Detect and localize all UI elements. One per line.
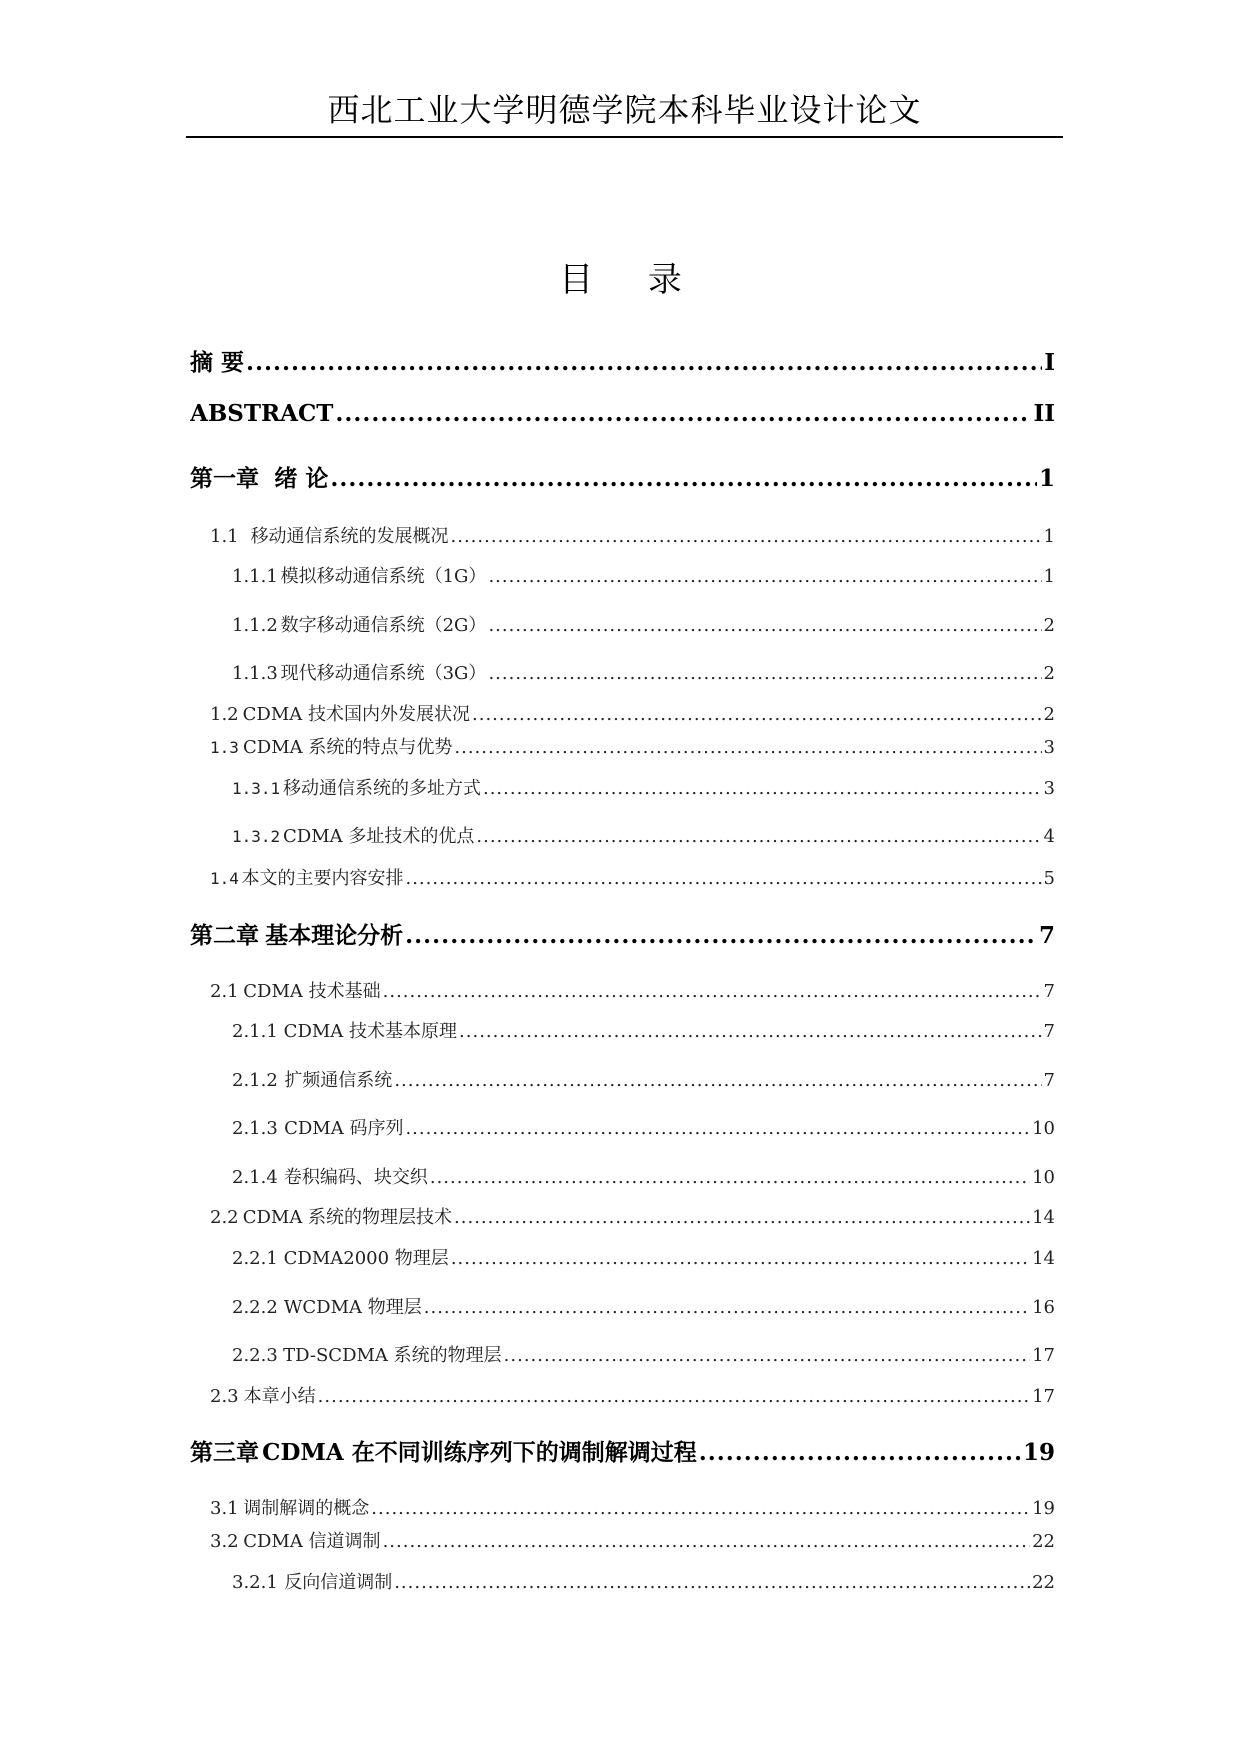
toc-entry-number: 1.1.1: [232, 566, 278, 587]
toc-entry-title: ABSTRACT: [190, 400, 334, 427]
toc-entry-page: 17: [1032, 1345, 1055, 1366]
toc-entry-number: 2.3: [210, 1386, 239, 1407]
toc-entry-chapter-2[interactable]: [190, 917, 1055, 953]
toc-entry-number: 第三章: [190, 1439, 259, 1466]
toc-entry-number: 2.1.1: [232, 1021, 278, 1042]
dot-leader: [483, 778, 1042, 799]
toc-entry-title: WCDMA 物理层: [283, 1297, 422, 1318]
toc-entry-page: II: [1033, 400, 1055, 427]
toc-entry-number: 1.1.3: [232, 663, 278, 684]
toc-entry-page: 16: [1032, 1297, 1055, 1318]
toc-entry-1-2[interactable]: [210, 700, 1055, 736]
dot-leader: [454, 737, 1041, 758]
toc-entry-chapter-1[interactable]: [190, 460, 1055, 496]
dot-leader: [394, 1572, 1030, 1593]
toc-entry-page: 2: [1043, 663, 1055, 684]
toc-entry-page: 4: [1043, 826, 1055, 847]
dot-leader: [488, 663, 1041, 684]
dot-leader: [383, 1531, 1031, 1552]
toc-entry-1-3-2[interactable]: [232, 822, 1055, 858]
toc-entry-page: 14: [1032, 1207, 1055, 1228]
toc-entry-title: 现代移动通信系统（3G）: [280, 663, 487, 684]
dot-leader: [246, 349, 1042, 376]
toc-entry-page: 3: [1043, 778, 1055, 799]
toc-entry-title: 卷积编码、块交织: [283, 1167, 428, 1188]
toc-entry-2-2-2[interactable]: [232, 1293, 1055, 1329]
toc-entry-title: 绪 论: [274, 465, 329, 492]
toc-entry-page: 2: [1043, 704, 1055, 725]
toc-entry-number: 1.4: [210, 869, 239, 888]
toc-entry-number: 第二章: [190, 922, 259, 949]
toc-entry-1-1-1[interactable]: [232, 562, 1055, 598]
toc-entry-number: 2.1: [210, 981, 239, 1002]
dot-leader: [335, 400, 1031, 427]
toc-entry-2-2[interactable]: [210, 1203, 1055, 1239]
toc-entry-title: 反向信道调制: [284, 1572, 393, 1593]
toc-entry-page: 14: [1032, 1248, 1055, 1269]
toc-entry-title: CDMA 码序列: [284, 1118, 404, 1139]
toc-entry-title: 扩频通信系统: [284, 1070, 393, 1091]
toc-entry-title: 调制解调的概念: [243, 1498, 370, 1519]
dot-leader: [454, 1207, 1030, 1228]
toc-entry-page: 1: [1038, 465, 1055, 492]
dot-leader: [330, 465, 1037, 492]
toc-entry-page: 7: [1043, 981, 1055, 1002]
toc-entry-number: 2.2.3: [232, 1345, 278, 1366]
toc-entry-page: I: [1044, 349, 1055, 376]
dot-leader: [451, 526, 1042, 547]
toc-entry-abstract-cn[interactable]: [190, 344, 1055, 380]
toc-entry-1-4[interactable]: [210, 864, 1055, 900]
toc-entry-title: 本文的主要内容安排: [241, 868, 404, 889]
toc-entry-page: 2: [1043, 615, 1055, 636]
toc-entry-2-1-4[interactable]: [232, 1163, 1055, 1199]
dot-leader: [504, 1345, 1030, 1366]
toc-entry-2-2-1[interactable]: [232, 1244, 1055, 1280]
dot-leader: [451, 1248, 1030, 1269]
toc-entry-2-1[interactable]: [210, 977, 1055, 1013]
toc-entry-3-2[interactable]: [210, 1527, 1055, 1563]
toc-entry-title: CDMA 技术国内外发展状况: [242, 704, 470, 725]
toc-entry-2-3[interactable]: [210, 1382, 1055, 1418]
toc-entry-2-1-3[interactable]: [232, 1114, 1055, 1150]
toc-entry-number: 1.2: [210, 704, 239, 725]
toc-entry-1-1-2[interactable]: [232, 611, 1055, 647]
toc-entry-title: 模拟移动通信系统（1G）: [280, 566, 487, 587]
toc-entry-number: 2.2.1: [232, 1248, 278, 1269]
toc-entry-page: 1: [1043, 526, 1055, 547]
toc-entry-chapter-3[interactable]: [190, 1434, 1055, 1470]
toc-entry-title: 摘 要: [190, 349, 245, 376]
dot-leader: [405, 922, 1037, 949]
toc-entry-title: 本章小结: [243, 1386, 316, 1407]
toc-entry-page: 10: [1032, 1118, 1055, 1139]
toc-entry-2-1-1[interactable]: [232, 1017, 1055, 1053]
toc-title: 目 录: [559, 260, 704, 300]
dot-leader: [424, 1297, 1030, 1318]
toc-entry-number: 3.1: [210, 1498, 239, 1519]
toc-entry-number: 1.3.2: [232, 827, 281, 846]
toc-entry-title: 数字移动通信系统（2G）: [280, 615, 487, 636]
toc-entry-number: 1.1.2: [232, 615, 278, 636]
toc-entry-page: 3: [1043, 737, 1055, 758]
toc-entry-title: 移动通信系统的发展概况: [250, 526, 449, 547]
toc-entry-page: 10: [1032, 1167, 1055, 1188]
toc-entry-number: 2.1.4: [232, 1167, 278, 1188]
header-rule: [186, 136, 1063, 138]
toc-entry-number: 第一章: [190, 465, 259, 492]
toc-entry-title: 移动通信系统的多址方式: [282, 778, 481, 799]
dot-leader: [383, 981, 1042, 1002]
toc-entry-3-2-1[interactable]: [232, 1568, 1055, 1604]
dot-leader: [405, 868, 1041, 889]
toc-entry-number: 2.2: [210, 1207, 239, 1228]
toc-entry-title: CDMA 多址技术的优点: [283, 826, 475, 847]
toc-entry-number: 1.3: [210, 738, 239, 757]
toc-entry-title: CDMA 信道调制: [243, 1531, 381, 1552]
toc-entry-number: 2.2.2: [232, 1297, 278, 1318]
toc-entry-page: 7: [1038, 922, 1055, 949]
toc-entry-title: TD-SCDMA 系统的物理层: [283, 1345, 502, 1366]
toc-entry-abstract-en[interactable]: [190, 400, 1055, 436]
toc-entry-1-3-1[interactable]: [232, 774, 1055, 810]
dot-leader: [371, 1498, 1030, 1519]
toc-entry-number: 2.1.2: [232, 1070, 278, 1091]
toc-entry-title: CDMA 系统的特点与优势: [243, 737, 453, 758]
dot-leader: [488, 566, 1041, 587]
toc-entry-page: 22: [1032, 1531, 1055, 1552]
dot-leader: [476, 826, 1041, 847]
dot-leader: [318, 1386, 1030, 1407]
toc-entry-number: 1.1: [210, 526, 239, 547]
toc-entry-1-1[interactable]: [210, 522, 1055, 558]
toc-entry-1-1-3[interactable]: [232, 659, 1055, 695]
toc-entry-page: 19: [1022, 1439, 1055, 1466]
toc-entry-page: 5: [1043, 868, 1055, 889]
toc-entry-page: 7: [1043, 1021, 1055, 1042]
toc-entry-number: 2.1.3: [232, 1118, 278, 1139]
toc-entry-title: CDMA 在不同训练序列下的调制解调过程: [262, 1439, 697, 1466]
dot-leader: [699, 1439, 1021, 1466]
toc-entry-1-3[interactable]: [210, 733, 1055, 769]
dot-leader: [394, 1070, 1041, 1091]
toc-entry-title: 基本理论分析: [265, 922, 404, 949]
toc-entry-number: 3.2.1: [232, 1572, 278, 1593]
toc-entry-page: 19: [1032, 1498, 1055, 1519]
running-header-title: 西北工业大学明德学院本科毕业设计论文: [327, 91, 922, 129]
toc-entry-page: 17: [1032, 1386, 1055, 1407]
dot-leader: [488, 615, 1041, 636]
dot-leader: [472, 704, 1042, 725]
toc-entry-title: CDMA 系统的物理层技术: [242, 1207, 453, 1228]
toc-entry-title: CDMA 技术基本原理: [283, 1021, 458, 1042]
toc-entry-number: 1.3.1: [232, 779, 281, 798]
toc-entry-page: 1: [1043, 566, 1055, 587]
toc-entry-2-2-3[interactable]: [232, 1341, 1055, 1377]
toc-entry-2-1-2[interactable]: [232, 1066, 1055, 1102]
toc-entry-title: CDMA2000 物理层: [283, 1248, 449, 1269]
toc-entry-page: 22: [1032, 1572, 1055, 1593]
toc-entry-3-1[interactable]: [210, 1494, 1055, 1530]
toc-entry-page: 7: [1043, 1070, 1055, 1091]
toc-entry-number: 3.2: [210, 1531, 239, 1552]
dot-leader: [459, 1021, 1042, 1042]
dot-leader: [405, 1118, 1030, 1139]
toc-entry-title: CDMA 技术基础: [243, 981, 381, 1002]
dot-leader: [430, 1167, 1030, 1188]
